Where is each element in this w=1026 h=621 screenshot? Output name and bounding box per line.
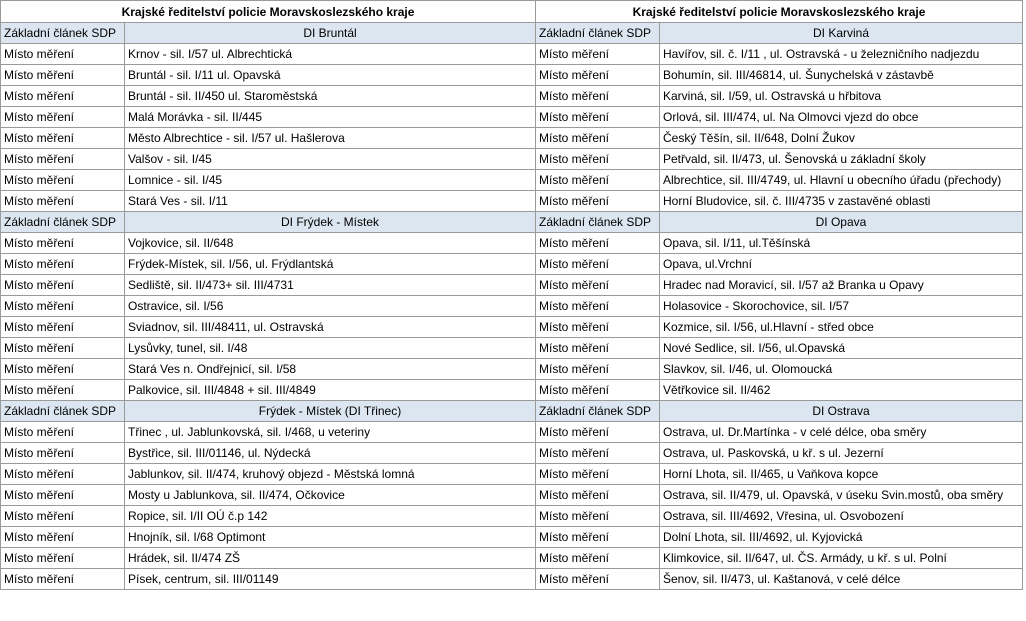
row-type-cell[interactable]: Místo měření (536, 506, 660, 527)
right-title: Krajské ředitelství policie Moravskoslezského kraje (536, 1, 1023, 23)
table-row (1, 128, 1023, 149)
table-row (1, 317, 1023, 338)
row-place-cell[interactable]: Bruntál - sil. II/450 ul. Staroměstská (125, 86, 536, 107)
row-place-cell[interactable]: Vojkovice, sil. II/648 (125, 233, 536, 254)
table-row (1, 443, 1023, 464)
table-row (1, 380, 1023, 401)
row-place-cell[interactable]: Ostravice, sil. I/56 (125, 296, 536, 317)
left-title: Krajské ředitelství policie Moravskoslezského kraje (1, 1, 536, 23)
row-type-cell[interactable]: Místo měření (1, 569, 125, 590)
table-row (1, 233, 1023, 254)
section-name[interactable]: DI Karviná (660, 23, 1023, 44)
row-place-cell[interactable]: Horní Bludovice, sil. č. III/4735 v zastavěné oblasti (660, 191, 1023, 212)
row-type-cell[interactable]: Místo měření (536, 65, 660, 86)
section-name[interactable]: DI Bruntál (125, 23, 536, 44)
row-place-cell[interactable]: Šenov, sil. II/473, ul. Kaštanová, v celé délce (660, 569, 1023, 590)
table-row (1, 191, 1023, 212)
row-place-cell[interactable]: Bruntál - sil. I/11 ul. Opavská (125, 65, 536, 86)
row-type-cell[interactable]: Místo měření (536, 191, 660, 212)
row-place-cell[interactable]: Malá Morávka - sil. II/445 (125, 107, 536, 128)
section-type-label[interactable]: Základní článek SDP (1, 401, 125, 422)
section-name[interactable]: Frýdek - Místek (DI Třinec) (125, 401, 536, 422)
section-type-label[interactable]: Základní článek SDP (1, 23, 125, 44)
table-row (1, 359, 1023, 380)
row-place-cell[interactable]: Hrádek, sil. II/474 ZŠ (125, 548, 536, 569)
row-place-cell[interactable]: Hradec nad Moravicí, sil. I/57 až Branka u Opavy (660, 275, 1023, 296)
table-row (1, 254, 1023, 275)
row-type-cell[interactable]: Místo měření (1, 128, 125, 149)
row-type-cell[interactable]: Místo měření (536, 254, 660, 275)
row-place-cell[interactable]: Orlová, sil. III/474, ul. Na Olmovci vjezd do obce (660, 107, 1023, 128)
row-place-cell[interactable]: Větřkovice sil. II/462 (660, 380, 1023, 401)
row-place-cell[interactable]: Nové Sedlice, sil. I/56, ul.Opavská (660, 338, 1023, 359)
row-place-cell[interactable]: Albrechtice, sil. III/4749, ul. Hlavní u obecního úřadu (přechody) (660, 170, 1023, 191)
section-header-row (1, 401, 1023, 422)
row-place-cell[interactable]: Opava, ul.Vrchní (660, 254, 1023, 275)
row-place-cell[interactable]: Palkovice, sil. III/4848 + sil. III/4849 (125, 380, 536, 401)
row-type-cell[interactable]: Místo měření (536, 422, 660, 443)
row-type-cell[interactable]: Místo měření (536, 149, 660, 170)
row-type-cell[interactable]: Místo měření (536, 170, 660, 191)
row-type-cell[interactable]: Místo měření (1, 296, 125, 317)
row-place-cell[interactable]: Stará Ves n. Ondřejnicí, sil. I/58 (125, 359, 536, 380)
row-type-cell[interactable]: Místo měření (536, 275, 660, 296)
table-row (1, 422, 1023, 443)
row-place-cell[interactable]: Hnojník, sil. I/68 Optimont (125, 527, 536, 548)
table-row (1, 86, 1023, 107)
row-place-cell[interactable]: Ostrava, ul. Dr.Martínka - v celé délce, oba směry (660, 422, 1023, 443)
table-body (1, 23, 1023, 590)
table-row (1, 275, 1023, 296)
row-place-cell[interactable]: Mosty u Jablunkova, sil. II/474, Očkovice (125, 485, 536, 506)
row-place-cell[interactable]: Slavkov, sil. I/46, ul. Olomoucká (660, 359, 1023, 380)
section-type-label[interactable]: Základní článek SDP (536, 401, 660, 422)
row-type-cell[interactable]: Místo měření (1, 506, 125, 527)
row-place-cell[interactable]: Klimkovice, sil. II/647, ul. ČS. Armády, u kř. s ul. Polní (660, 548, 1023, 569)
row-type-cell[interactable]: Místo měření (536, 464, 660, 485)
row-type-cell[interactable]: Místo měření (1, 527, 125, 548)
section-header-row (1, 212, 1023, 233)
row-type-cell[interactable]: Místo měření (1, 107, 125, 128)
section-name[interactable]: DI Opava (660, 212, 1023, 233)
row-place-cell[interactable]: Ropice, sil. I/II OÚ č.p 142 (125, 506, 536, 527)
row-place-cell[interactable]: Sedliště, sil. II/473+ sil. III/4731 (125, 275, 536, 296)
row-place-cell[interactable]: Písek, centrum, sil. III/01149 (125, 569, 536, 590)
table-row (1, 548, 1023, 569)
row-place-cell[interactable]: Petřvald, sil. II/473, ul. Šenovská u základní školy (660, 149, 1023, 170)
row-place-cell[interactable]: Kozmice, sil. I/56, ul.Hlavní - střed obce (660, 317, 1023, 338)
section-header-row (1, 23, 1023, 44)
row-type-cell[interactable]: Místo měření (1, 149, 125, 170)
row-type-cell[interactable]: Místo měření (1, 380, 125, 401)
row-type-cell[interactable]: Místo měření (1, 422, 125, 443)
row-place-cell[interactable]: Havířov, sil. č. I/11 , ul. Ostravská - u železničního nadjezdu (660, 44, 1023, 65)
section-name[interactable]: DI Frýdek - Místek (125, 212, 536, 233)
row-type-cell[interactable]: Místo měření (536, 569, 660, 590)
row-type-cell[interactable]: Místo měření (536, 359, 660, 380)
row-type-cell[interactable]: Místo měření (536, 380, 660, 401)
table-row (1, 65, 1023, 86)
table-row (1, 149, 1023, 170)
row-type-cell[interactable]: Místo měření (536, 128, 660, 149)
row-type-cell[interactable]: Místo měření (536, 548, 660, 569)
row-type-cell[interactable]: Místo měření (1, 317, 125, 338)
table-row (1, 170, 1023, 191)
row-type-cell[interactable]: Místo měření (536, 443, 660, 464)
row-place-cell[interactable]: Město Albrechtice - sil. I/57 ul. Hašlerova (125, 128, 536, 149)
row-place-cell[interactable]: Holasovice - Skorochovice, sil. I/57 (660, 296, 1023, 317)
table-row (1, 527, 1023, 548)
row-place-cell[interactable]: Bohumín, sil. III/46814, ul. Šunychelská v zástavbě (660, 65, 1023, 86)
section-type-label[interactable]: Základní článek SDP (1, 212, 125, 233)
row-place-cell[interactable]: Opava, sil. I/11, ul.Těšínská (660, 233, 1023, 254)
row-place-cell[interactable]: Krnov - sil. I/57 ul. Albrechtická (125, 44, 536, 65)
table-row (1, 338, 1023, 359)
row-type-cell[interactable]: Místo měření (536, 338, 660, 359)
table-row (1, 296, 1023, 317)
table-row (1, 485, 1023, 506)
row-type-cell[interactable]: Místo měření (1, 464, 125, 485)
row-type-cell[interactable]: Místo měření (1, 359, 125, 380)
row-type-cell[interactable]: Místo měření (1, 44, 125, 65)
row-type-cell[interactable]: Místo měření (1, 443, 125, 464)
row-place-cell[interactable]: Sviadnov, sil. III/48411, ul. Ostravská (125, 317, 536, 338)
row-place-cell[interactable]: Ostrava, ul. Paskovská, u kř. s ul. Jezerní (660, 443, 1023, 464)
row-type-cell[interactable]: Místo měření (536, 296, 660, 317)
table-row (1, 107, 1023, 128)
row-type-cell[interactable]: Místo měření (1, 275, 125, 296)
section-name[interactable]: DI Ostrava (660, 401, 1023, 422)
row-type-cell[interactable]: Místo měření (1, 170, 125, 191)
row-type-cell[interactable]: Místo měření (1, 233, 125, 254)
section-type-label[interactable]: Základní článek SDP (536, 212, 660, 233)
row-place-cell[interactable]: Třinec , ul. Jablunkovská, sil. I/468, u veteriny (125, 422, 536, 443)
table-row (1, 569, 1023, 590)
row-type-cell[interactable]: Místo měření (536, 107, 660, 128)
row-type-cell[interactable]: Místo měření (1, 86, 125, 107)
row-place-cell[interactable]: Ostrava, sil. II/479, ul. Opavská, v úseku Svin.mostů, oba směry (660, 485, 1023, 506)
row-place-cell[interactable]: Ostrava, sil. III/4692, Vřesina, ul. Osvobození (660, 506, 1023, 527)
row-type-cell[interactable]: Místo měření (536, 485, 660, 506)
row-place-cell[interactable]: Karviná, sil. I/59, ul. Ostravská u hřbitova (660, 86, 1023, 107)
row-place-cell[interactable]: Horní Lhota, sil. II/465, u Vaňkova kopce (660, 464, 1023, 485)
table-row (1, 506, 1023, 527)
row-place-cell[interactable]: Český Těšín, sil. II/648, Dolní Žukov (660, 128, 1023, 149)
row-type-cell[interactable]: Místo měření (1, 191, 125, 212)
row-type-cell[interactable]: Místo měření (536, 527, 660, 548)
row-place-cell[interactable]: Jablunkov, sil. II/474, kruhový objezd - Městská lomná (125, 464, 536, 485)
row-place-cell[interactable]: Stará Ves - sil. I/11 (125, 191, 536, 212)
row-type-cell[interactable]: Místo měření (536, 44, 660, 65)
row-type-cell[interactable]: Místo měření (1, 338, 125, 359)
row-type-cell[interactable]: Místo měření (1, 548, 125, 569)
section-type-label[interactable]: Základní článek SDP (536, 23, 660, 44)
title-row (1, 1, 1023, 23)
row-type-cell[interactable]: Místo měření (536, 317, 660, 338)
row-type-cell[interactable]: Místo měření (536, 233, 660, 254)
row-place-cell[interactable]: Valšov - sil. I/45 (125, 149, 536, 170)
table-row (1, 464, 1023, 485)
row-place-cell[interactable]: Bystřice, sil. III/01146, ul. Nýdecká (125, 443, 536, 464)
row-place-cell[interactable]: Lysůvky, tunel, sil. I/48 (125, 338, 536, 359)
row-type-cell[interactable]: Místo měření (1, 65, 125, 86)
row-type-cell[interactable]: Místo měření (1, 254, 125, 275)
row-type-cell[interactable]: Místo měření (1, 485, 125, 506)
table-row (1, 44, 1023, 65)
row-place-cell[interactable]: Dolní Lhota, sil. III/4692, ul. Kyjovická (660, 527, 1023, 548)
row-type-cell[interactable]: Místo měření (536, 86, 660, 107)
row-place-cell[interactable]: Frýdek-Místek, sil. I/56, ul. Frýdlantská (125, 254, 536, 275)
row-place-cell[interactable]: Lomnice - sil. I/45 (125, 170, 536, 191)
